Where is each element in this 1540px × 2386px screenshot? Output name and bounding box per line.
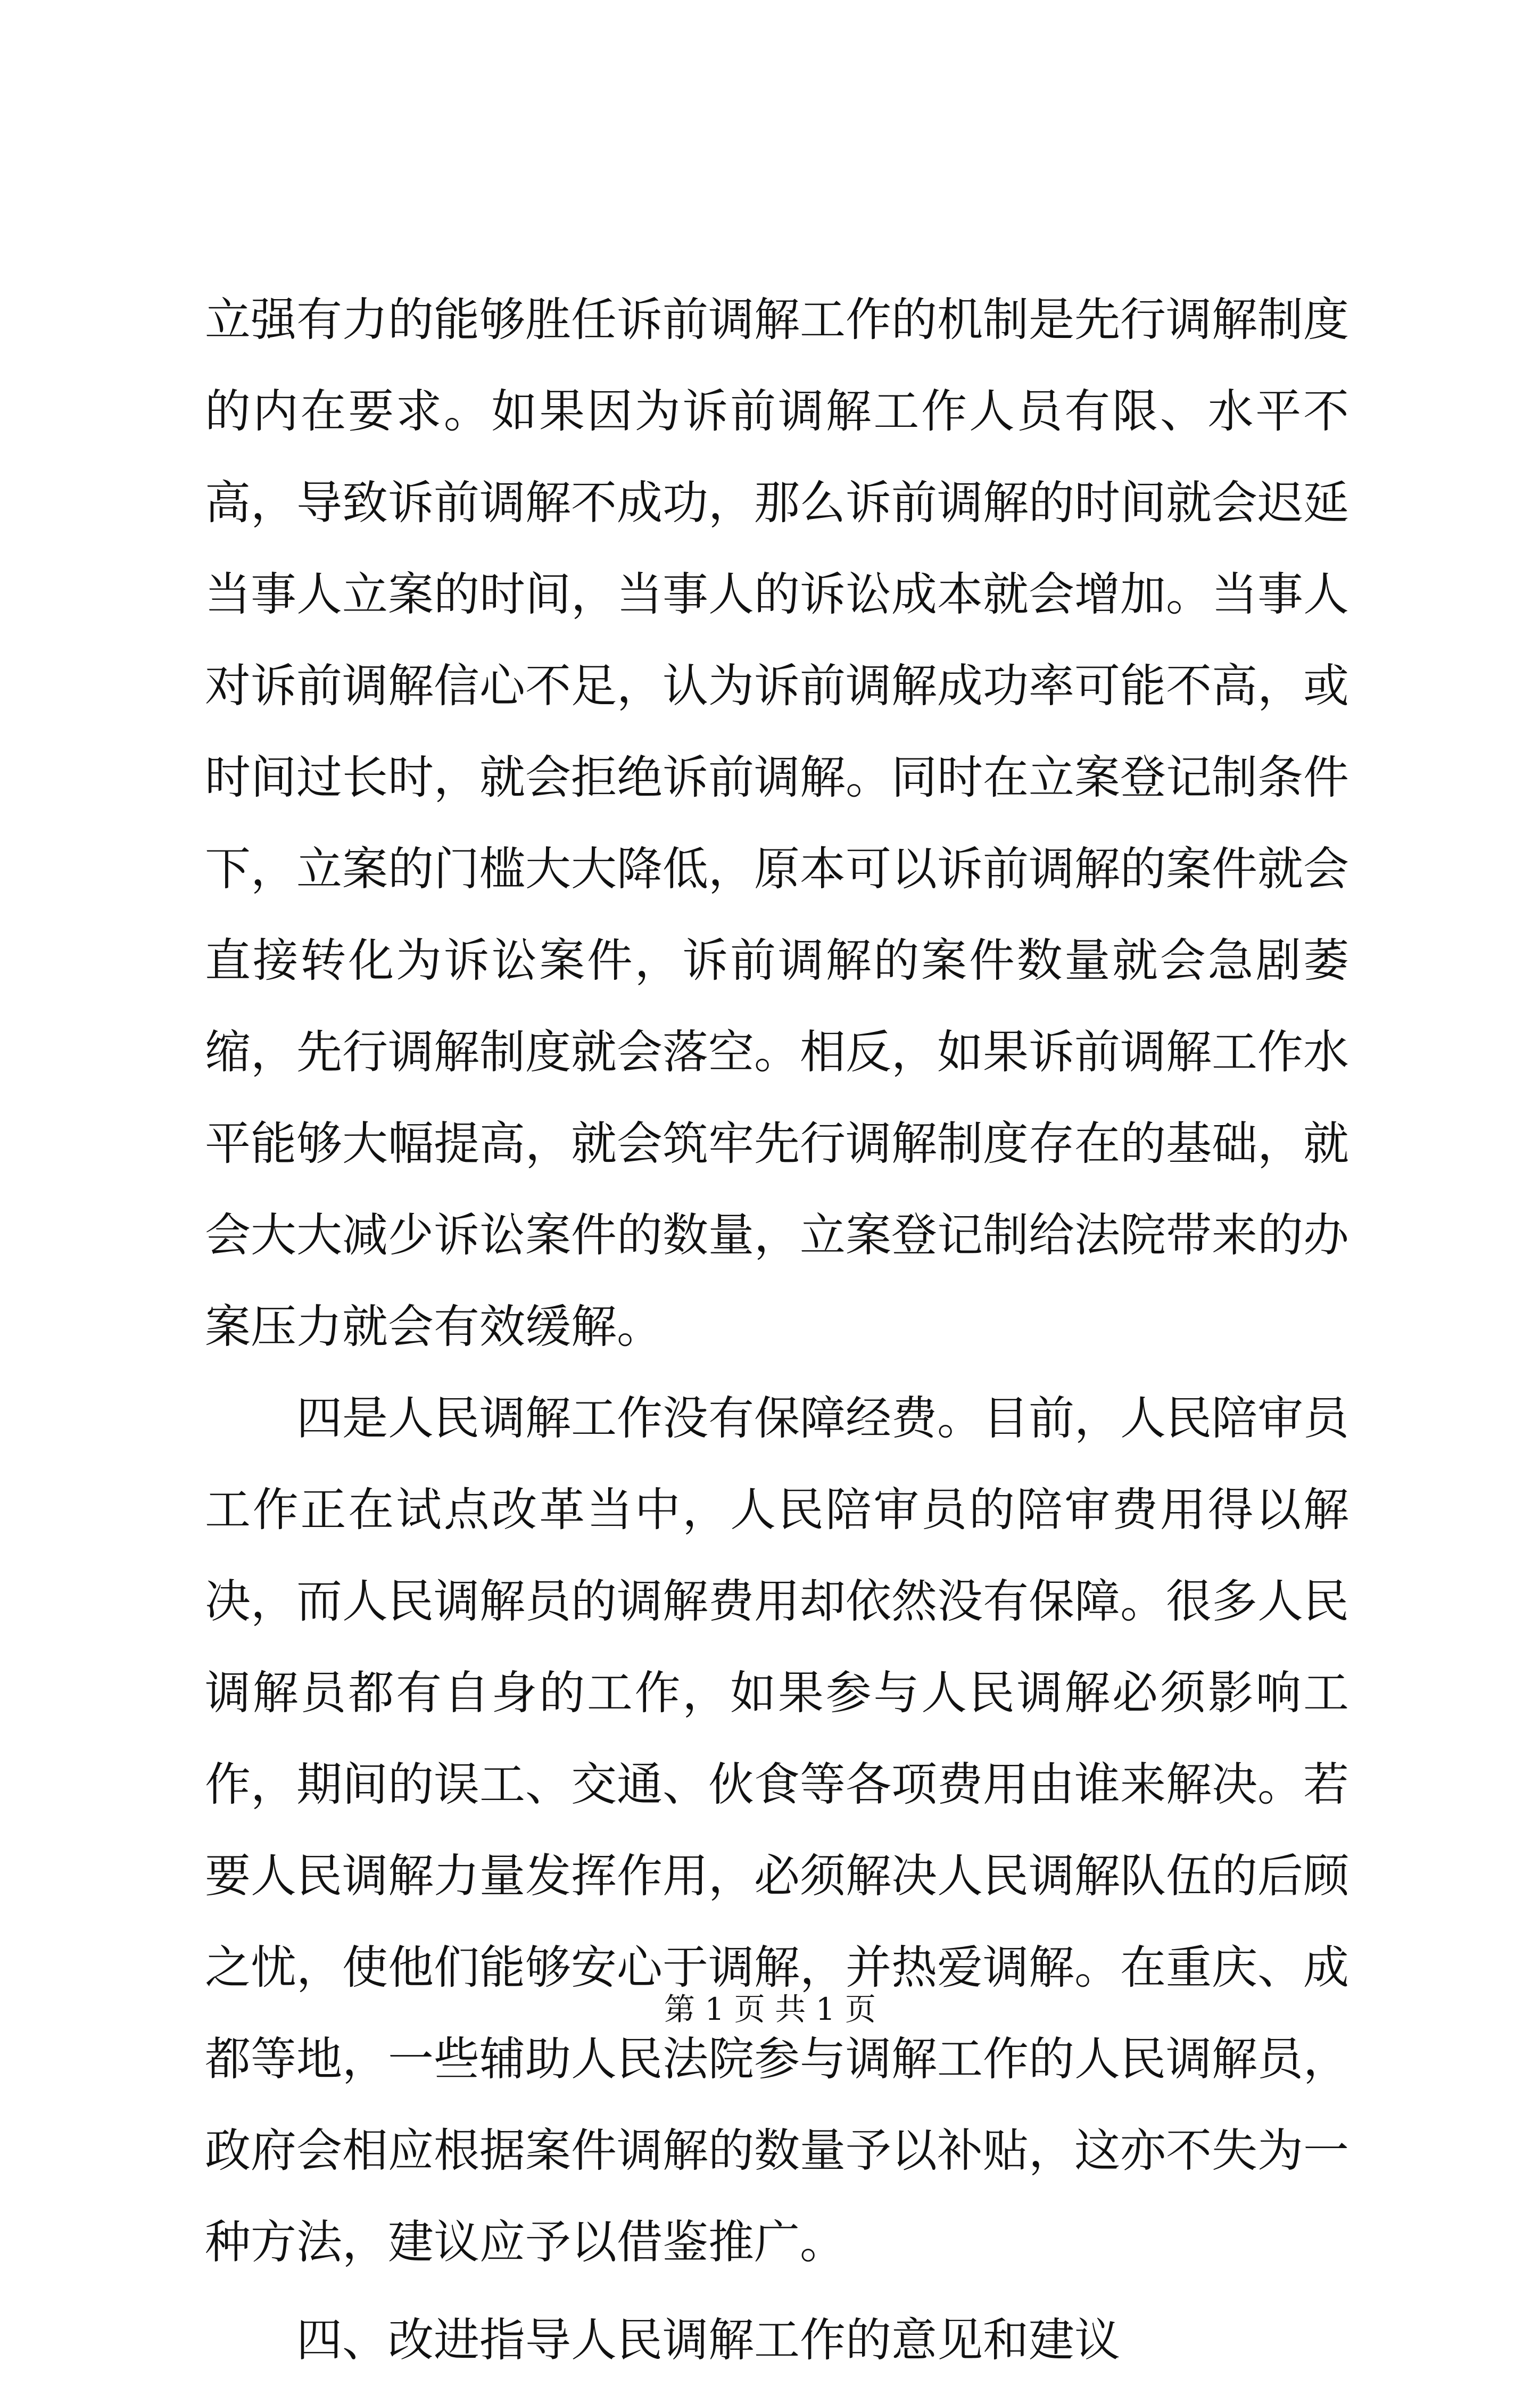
section-heading: 四、改进指导人民调解工作的意见和建议 (296, 2314, 1120, 2367)
paragraph-mediation-mechanism: 立强有力的能够胜任诉前调解工作的机制是先行调解制度的内在要求。如果因为诉前调解工作人员有限、水平不高，导致诉前调解不成功，那么诉前调解的时间就会迟延当事人立案的时间，当事人的诉讼成本就会增加。当事人对诉前调解信心不足，认为诉前调解成功率可能不高，或时间过长时，就会拒绝诉前调解。同时在立案登记制条件下，立案的门槛大大降低，原本可以诉前调解的案件就会直接转化为诉讼案件，诉前调解的案件数量就会急剧萎缩，先行调解制度就会落空。相反，如果诉前调解工作水平能够大幅提高，就会筑牢先行调解制度存在的基础，就会大大减少诉讼案件的数量，立案登记制给法院带来的办案压力就会有效缓解。 (205, 293, 1349, 1353)
document-body (205, 274, 1349, 2386)
page-number-label: 第 1 页 共 1 页 (664, 1991, 876, 2027)
page-footer (0, 1988, 1540, 2030)
paragraph-mediation-funding: 四是人民调解工作没有保障经费。目前，人民陪审员工作正在试点改革当中，人民陪审员的陪审费用得以解决，而人民调解员的调解费用却依然没有保障。很多人民调解员都有自身的工作，如果参与人民调解必须影响工作，期间的误工、交通、伙食等各项费用由谁来解决。若要人民调解力量发挥作用，必须解决人民调解队伍的后顾之忧，使他们能够安心于调解，并热爱调解。在重庆、成都等地，一些辅助人民法院参与调解工作的人民调解员，政府会相应根据案件调解的数量予以补贴，这亦不失为一种方法，建议应予以借鉴推广。 (205, 1392, 1349, 2269)
